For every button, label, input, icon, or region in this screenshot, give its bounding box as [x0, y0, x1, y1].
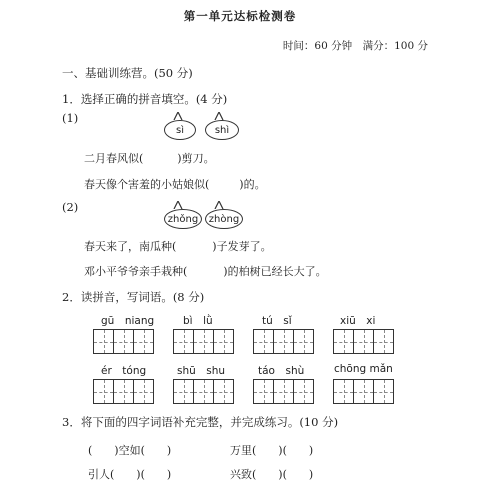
pinyin-label: chōng mǎn — [334, 363, 393, 375]
sentence-after: )的。 — [239, 178, 266, 191]
sentence-before: 二月春风似( — [84, 152, 144, 165]
tianzige-grid[interactable] — [173, 329, 234, 353]
pinyin-option-bubble — [205, 120, 239, 140]
tianzige-grid[interactable] — [253, 329, 314, 353]
sentence-before: 春天像个害羞的小姑娘似( — [84, 178, 210, 191]
idiom-blank[interactable]: 万里( )( ) — [230, 444, 314, 457]
fill-sentence — [84, 238, 272, 254]
pinyin-option-bubble — [164, 209, 202, 229]
sentence-after: )的柏树已经长大了。 — [223, 265, 327, 278]
question-3-title: 3．将下面的四字词语补充完整，并完成练习。(10 分) — [62, 415, 339, 429]
pinyin-label: gū niang — [101, 315, 155, 327]
question-1-title: 1．选择正确的拼音填空。(4 分) — [62, 92, 228, 106]
bubble-tail-icon — [214, 201, 224, 209]
tianzige-grid[interactable] — [173, 379, 234, 403]
tianzige-grid[interactable] — [333, 329, 394, 353]
pinyin-label: shū shu — [177, 365, 226, 377]
sentence-before: 春天来了，南瓜种( — [84, 240, 177, 253]
tianzige-grid[interactable] — [253, 379, 314, 403]
tianzige-grid[interactable] — [333, 379, 394, 403]
pinyin-label: táo shù — [258, 365, 305, 377]
pinyin-option: shì — [214, 124, 230, 136]
section-heading: 一、基础训练营。(50 分) — [62, 66, 193, 80]
pinyin-option: sì — [176, 124, 184, 136]
pinyin-label: bì lǜ — [183, 315, 213, 327]
bubble-tail-icon — [173, 112, 183, 120]
bubble-tail-icon — [173, 201, 183, 209]
bubble-tail-icon — [214, 112, 224, 120]
pinyin-label: xiū xi — [340, 315, 376, 327]
tianzige-grid[interactable] — [93, 329, 154, 353]
part-1-label: (1) — [62, 111, 79, 125]
sentence-after: )子发芽了。 — [212, 240, 272, 253]
page-title: 第一单元达标检测卷 — [183, 9, 297, 23]
part-2-label: (2) — [62, 200, 79, 214]
pinyin-option-bubble — [164, 120, 196, 140]
sentence-after: )剪刀。 — [177, 152, 215, 165]
tianzige-grid[interactable] — [93, 379, 154, 403]
pinyin-option: zhòng — [208, 213, 240, 225]
idiom-blank[interactable]: ( )空如( ) — [88, 444, 172, 457]
pinyin-option: zhǒng — [167, 213, 199, 225]
fill-sentence — [84, 263, 327, 279]
pinyin-label: ér tóng — [101, 365, 147, 377]
pinyin-option-bubble — [205, 209, 243, 229]
question-2-title: 2．读拼音，写词语。(8 分) — [62, 290, 205, 304]
fill-sentence — [84, 150, 215, 166]
sentence-before: 邓小平爷爷亲手栽种( — [84, 265, 188, 278]
idiom-blank[interactable]: 兴致( )( ) — [230, 468, 314, 481]
exam-meta: 时间：60 分钟 满分：100 分 — [282, 40, 428, 52]
pinyin-label: tú sǐ — [262, 315, 292, 327]
fill-sentence — [84, 176, 266, 192]
idiom-blank[interactable]: 引人( )( ) — [88, 468, 172, 481]
